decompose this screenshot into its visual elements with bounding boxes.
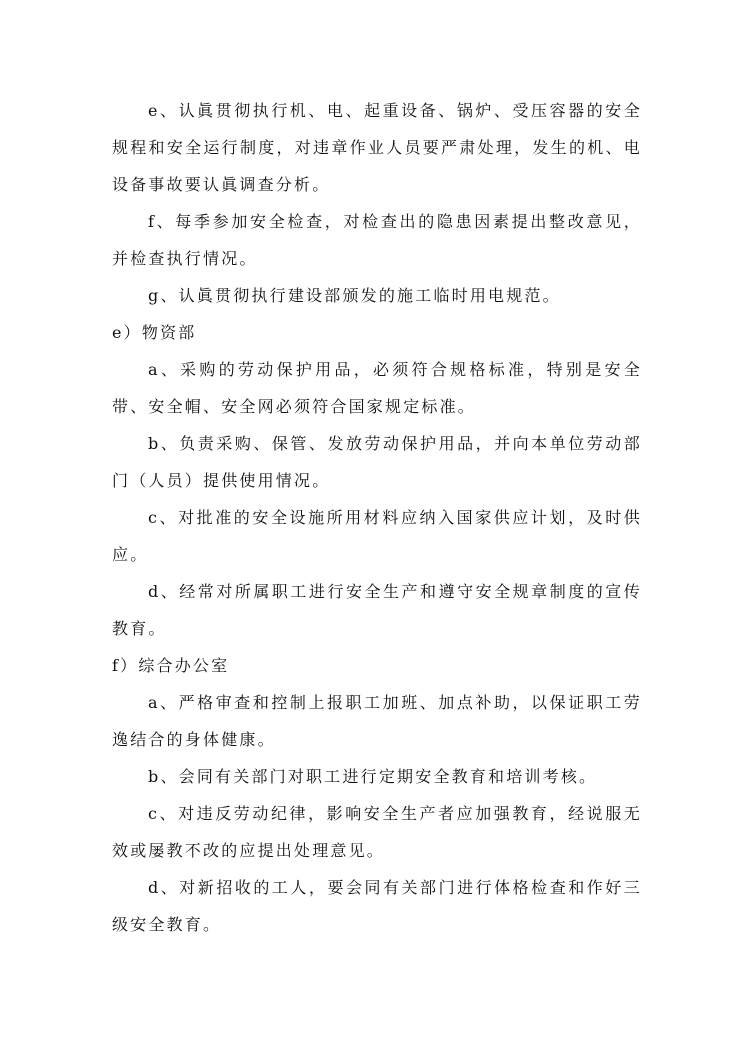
paragraph-b-training: b、会同有关部门对职工进行定期安全教育和培训考核。 (148, 767, 598, 786)
paragraph-c-supply-plan: c、对批准的安全设施所用材料应纳入国家供应计划，及时供应。 (112, 508, 642, 564)
document-body (112, 92, 642, 943)
paragraph-a-protective-equipment: a、采购的劳动保护用品，必须符合规格标准，特别是安全带、安全帽、安全网必须符合国家规定标准。 (112, 360, 642, 416)
paragraph-b-procurement: b、负责采购、保管、发放劳动保护用品，并向本单位劳动部门（人员）提供使用情况。 (112, 434, 642, 490)
paragraph-c-labor-discipline: c、对违反劳动纪律，影响安全生产者应加强教育，经说服无效或屡教不改的应提出处理意见。 (112, 804, 642, 860)
paragraph-d-new-workers: d、对新招收的工人，要会同有关部门进行体格检查和作好三级安全教育。 (112, 878, 642, 934)
paragraph-g-temporary-electricity: g、认眞贯彻执行建设部颁发的施工临时用电规范。 (148, 286, 561, 305)
paragraph-e-equipment-safety: e、认眞贯彻执行机、电、起重设备、锅炉、受压容器的安全规程和安全运行制度，对违章作业人员要严肃处理，发生的机、电设备事故要认眞调查分析。 (112, 101, 642, 194)
paragraph-d-safety-education: d、经常对所属职工进行安全生产和遵守安全规章制度的宣传教育。 (112, 582, 642, 638)
section-heading-general-office: f）综合办公室 (112, 656, 230, 675)
paragraph-a-overtime-control: a、严格审查和控制上报职工加班、加点补助，以保证职工劳逸结合的身体健康。 (112, 693, 642, 749)
section-heading-materials: e）物资部 (112, 323, 197, 342)
paragraph-f-quarterly-inspection: f、每季参加安全检查，对检查出的隐患因素提出整改意见，并检查执行情况。 (112, 212, 642, 268)
